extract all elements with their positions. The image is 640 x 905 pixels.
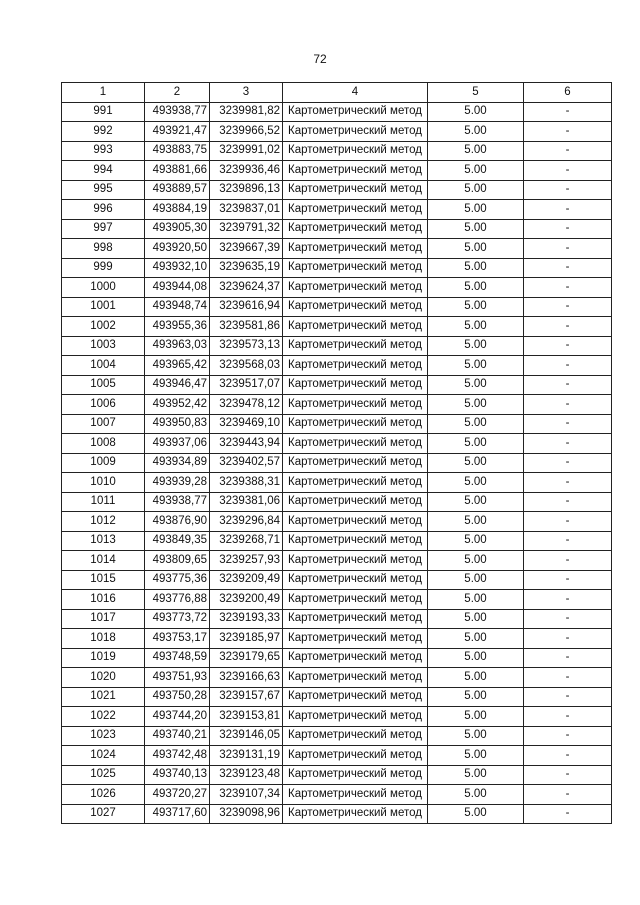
note-cell: - (524, 278, 612, 298)
y-coordinate-cell: 3239296,84 (210, 512, 283, 532)
method-cell: Картометрический метод (283, 726, 428, 746)
table-row (62, 180, 612, 200)
point-number-cell: 1008 (62, 434, 145, 454)
accuracy-cell: 5.00 (428, 102, 524, 122)
x-coordinate-cell: 493744,20 (145, 707, 210, 727)
note-cell: - (524, 590, 612, 610)
note-cell: - (524, 765, 612, 785)
note-cell: - (524, 102, 612, 122)
point-number-cell: 995 (62, 180, 145, 200)
table-row (62, 648, 612, 668)
point-number-cell: 1002 (62, 317, 145, 337)
accuracy-cell: 5.00 (428, 278, 524, 298)
y-coordinate-cell: 3239157,67 (210, 687, 283, 707)
y-coordinate-cell: 3239123,48 (210, 765, 283, 785)
point-number-cell: 1021 (62, 687, 145, 707)
note-cell: - (524, 219, 612, 239)
x-coordinate-cell: 493776,88 (145, 590, 210, 610)
note-cell: - (524, 317, 612, 337)
point-number-cell: 992 (62, 122, 145, 142)
table-row (62, 317, 612, 337)
x-coordinate-cell: 493740,13 (145, 765, 210, 785)
method-cell: Картометрический метод (283, 122, 428, 142)
y-coordinate-cell: 3239981,82 (210, 102, 283, 122)
x-coordinate-cell: 493883,75 (145, 141, 210, 161)
y-coordinate-cell: 3239443,94 (210, 434, 283, 454)
method-cell: Картометрический метод (283, 570, 428, 590)
note-cell: - (524, 726, 612, 746)
x-coordinate-cell: 493773,72 (145, 609, 210, 629)
y-coordinate-cell: 3239257,93 (210, 551, 283, 571)
method-cell: Картометрический метод (283, 434, 428, 454)
note-cell: - (524, 141, 612, 161)
note-cell: - (524, 297, 612, 317)
point-number-cell: 1017 (62, 609, 145, 629)
table-row (62, 102, 612, 122)
note-cell: - (524, 453, 612, 473)
accuracy-cell: 5.00 (428, 687, 524, 707)
x-coordinate-cell: 493934,89 (145, 453, 210, 473)
note-cell: - (524, 707, 612, 727)
accuracy-cell: 5.00 (428, 765, 524, 785)
x-coordinate-cell: 493948,74 (145, 297, 210, 317)
method-cell: Картометрический метод (283, 141, 428, 161)
x-coordinate-cell: 493717,60 (145, 804, 210, 824)
method-cell: Картометрический метод (283, 707, 428, 727)
method-cell: Картометрический метод (283, 785, 428, 805)
point-number-cell: 1009 (62, 453, 145, 473)
method-cell: Картометрический метод (283, 102, 428, 122)
point-number-cell: 994 (62, 161, 145, 181)
x-coordinate-cell: 493946,47 (145, 375, 210, 395)
accuracy-cell: 5.00 (428, 453, 524, 473)
accuracy-cell: 5.00 (428, 531, 524, 551)
method-cell: Картометрический метод (283, 629, 428, 649)
point-number-cell: 999 (62, 258, 145, 278)
x-coordinate-cell: 493740,21 (145, 726, 210, 746)
y-coordinate-cell: 3239179,65 (210, 648, 283, 668)
accuracy-cell: 5.00 (428, 785, 524, 805)
note-cell: - (524, 434, 612, 454)
table-row (62, 609, 612, 629)
method-cell: Картометрический метод (283, 414, 428, 434)
header-col-2: 2 (145, 83, 210, 103)
point-number-cell: 1006 (62, 395, 145, 415)
y-coordinate-cell: 3239381,06 (210, 492, 283, 512)
method-cell: Картометрический метод (283, 687, 428, 707)
note-cell: - (524, 531, 612, 551)
method-cell: Картометрический метод (283, 278, 428, 298)
x-coordinate-cell: 493720,27 (145, 785, 210, 805)
note-cell: - (524, 356, 612, 376)
point-number-cell: 1023 (62, 726, 145, 746)
point-number-cell: 1016 (62, 590, 145, 610)
method-cell: Картометрический метод (283, 765, 428, 785)
table-row (62, 512, 612, 532)
point-number-cell: 996 (62, 200, 145, 220)
x-coordinate-cell: 493884,19 (145, 200, 210, 220)
method-cell: Картометрический метод (283, 317, 428, 337)
y-coordinate-cell: 3239667,39 (210, 239, 283, 259)
point-number-cell: 1010 (62, 473, 145, 493)
x-coordinate-cell: 493921,47 (145, 122, 210, 142)
y-coordinate-cell: 3239107,34 (210, 785, 283, 805)
y-coordinate-cell: 3239153,81 (210, 707, 283, 727)
table-row (62, 200, 612, 220)
x-coordinate-cell: 493963,03 (145, 336, 210, 356)
y-coordinate-cell: 3239402,57 (210, 453, 283, 473)
table-row (62, 590, 612, 610)
note-cell: - (524, 258, 612, 278)
y-coordinate-cell: 3239131,19 (210, 746, 283, 766)
note-cell: - (524, 395, 612, 415)
y-coordinate-cell: 3239388,31 (210, 473, 283, 493)
y-coordinate-cell: 3239896,13 (210, 180, 283, 200)
table-row (62, 356, 612, 376)
y-coordinate-cell: 3239568,03 (210, 356, 283, 376)
x-coordinate-cell: 493905,30 (145, 219, 210, 239)
point-number-cell: 1015 (62, 570, 145, 590)
x-coordinate-cell: 493944,08 (145, 278, 210, 298)
accuracy-cell: 5.00 (428, 141, 524, 161)
method-cell: Картометрический метод (283, 356, 428, 376)
point-number-cell: 1005 (62, 375, 145, 395)
accuracy-cell: 5.00 (428, 804, 524, 824)
y-coordinate-cell: 3239209,49 (210, 570, 283, 590)
y-coordinate-cell: 3239469,10 (210, 414, 283, 434)
method-cell: Картометрический метод (283, 804, 428, 824)
table-row (62, 765, 612, 785)
y-coordinate-cell: 3239268,71 (210, 531, 283, 551)
note-cell: - (524, 180, 612, 200)
point-number-cell: 1020 (62, 668, 145, 688)
x-coordinate-cell: 493750,28 (145, 687, 210, 707)
table-row (62, 492, 612, 512)
method-cell: Картометрический метод (283, 590, 428, 610)
accuracy-cell: 5.00 (428, 219, 524, 239)
x-coordinate-cell: 493876,90 (145, 512, 210, 532)
accuracy-cell: 5.00 (428, 414, 524, 434)
method-cell: Картометрический метод (283, 648, 428, 668)
y-coordinate-cell: 3239193,33 (210, 609, 283, 629)
header-col-5: 5 (428, 83, 524, 103)
accuracy-cell: 5.00 (428, 180, 524, 200)
point-number-cell: 998 (62, 239, 145, 259)
table-row (62, 746, 612, 766)
header-col-1: 1 (62, 83, 145, 103)
x-coordinate-cell: 493950,83 (145, 414, 210, 434)
point-number-cell: 1018 (62, 629, 145, 649)
table-row (62, 687, 612, 707)
x-coordinate-cell: 493809,65 (145, 551, 210, 571)
method-cell: Картометрический метод (283, 453, 428, 473)
table-row (62, 551, 612, 571)
note-cell: - (524, 648, 612, 668)
y-coordinate-cell: 3239573,13 (210, 336, 283, 356)
y-coordinate-cell: 3239098,96 (210, 804, 283, 824)
x-coordinate-cell: 493742,48 (145, 746, 210, 766)
point-number-cell: 1004 (62, 356, 145, 376)
header-col-3: 3 (210, 83, 283, 103)
method-cell: Картометрический метод (283, 200, 428, 220)
note-cell: - (524, 668, 612, 688)
coordinates-table (61, 82, 612, 824)
point-number-cell: 1025 (62, 765, 145, 785)
point-number-cell: 1024 (62, 746, 145, 766)
method-cell: Картометрический метод (283, 551, 428, 571)
accuracy-cell: 5.00 (428, 356, 524, 376)
table-row (62, 336, 612, 356)
method-cell: Картометрический метод (283, 609, 428, 629)
page-number: 72 (313, 52, 327, 66)
point-number-cell: 997 (62, 219, 145, 239)
y-coordinate-cell: 3239936,46 (210, 161, 283, 181)
accuracy-cell: 5.00 (428, 395, 524, 415)
y-coordinate-cell: 3239791,32 (210, 219, 283, 239)
method-cell: Картометрический метод (283, 336, 428, 356)
method-cell: Картометрический метод (283, 258, 428, 278)
point-number-cell: 1000 (62, 278, 145, 298)
y-coordinate-cell: 3239624,37 (210, 278, 283, 298)
accuracy-cell: 5.00 (428, 336, 524, 356)
table-row (62, 141, 612, 161)
x-coordinate-cell: 493881,66 (145, 161, 210, 181)
accuracy-cell: 5.00 (428, 590, 524, 610)
x-coordinate-cell: 493955,36 (145, 317, 210, 337)
table-row (62, 453, 612, 473)
note-cell: - (524, 629, 612, 649)
note-cell: - (524, 239, 612, 259)
table-row (62, 629, 612, 649)
point-number-cell: 1026 (62, 785, 145, 805)
point-number-cell: 1007 (62, 414, 145, 434)
note-cell: - (524, 551, 612, 571)
method-cell: Картометрический метод (283, 375, 428, 395)
accuracy-cell: 5.00 (428, 297, 524, 317)
accuracy-cell: 5.00 (428, 375, 524, 395)
accuracy-cell: 5.00 (428, 707, 524, 727)
accuracy-cell: 5.00 (428, 122, 524, 142)
note-cell: - (524, 336, 612, 356)
x-coordinate-cell: 493920,50 (145, 239, 210, 259)
method-cell: Картометрический метод (283, 531, 428, 551)
x-coordinate-cell: 493748,59 (145, 648, 210, 668)
point-number-cell: 1022 (62, 707, 145, 727)
point-number-cell: 991 (62, 102, 145, 122)
table-row (62, 239, 612, 259)
note-cell: - (524, 473, 612, 493)
accuracy-cell: 5.00 (428, 434, 524, 454)
point-number-cell: 1003 (62, 336, 145, 356)
table-row (62, 161, 612, 181)
point-number-cell: 1013 (62, 531, 145, 551)
note-cell: - (524, 161, 612, 181)
note-cell: - (524, 122, 612, 142)
method-cell: Картометрический метод (283, 239, 428, 259)
method-cell: Картометрический метод (283, 492, 428, 512)
accuracy-cell: 5.00 (428, 551, 524, 571)
table-row (62, 804, 612, 824)
x-coordinate-cell: 493889,57 (145, 180, 210, 200)
note-cell: - (524, 492, 612, 512)
table-body (62, 102, 612, 824)
note-cell: - (524, 609, 612, 629)
x-coordinate-cell: 493937,06 (145, 434, 210, 454)
y-coordinate-cell: 3239635,19 (210, 258, 283, 278)
table-row (62, 570, 612, 590)
accuracy-cell: 5.00 (428, 317, 524, 337)
table-row (62, 395, 612, 415)
y-coordinate-cell: 3239146,05 (210, 726, 283, 746)
x-coordinate-cell: 493849,35 (145, 531, 210, 551)
header-col-4: 4 (283, 83, 428, 103)
point-number-cell: 1012 (62, 512, 145, 532)
x-coordinate-cell: 493753,17 (145, 629, 210, 649)
table-row (62, 726, 612, 746)
table-row (62, 785, 612, 805)
note-cell: - (524, 414, 612, 434)
note-cell: - (524, 375, 612, 395)
method-cell: Картометрический метод (283, 668, 428, 688)
table-row (62, 297, 612, 317)
point-number-cell: 993 (62, 141, 145, 161)
x-coordinate-cell: 493939,28 (145, 473, 210, 493)
y-coordinate-cell: 3239200,49 (210, 590, 283, 610)
y-coordinate-cell: 3239616,94 (210, 297, 283, 317)
table-row (62, 707, 612, 727)
table-row (62, 668, 612, 688)
accuracy-cell: 5.00 (428, 239, 524, 259)
table-row (62, 122, 612, 142)
note-cell: - (524, 512, 612, 532)
method-cell: Картометрический метод (283, 180, 428, 200)
x-coordinate-cell: 493775,36 (145, 570, 210, 590)
method-cell: Картометрический метод (283, 297, 428, 317)
point-number-cell: 1011 (62, 492, 145, 512)
note-cell: - (524, 804, 612, 824)
y-coordinate-cell: 3239517,07 (210, 375, 283, 395)
point-number-cell: 1001 (62, 297, 145, 317)
note-cell: - (524, 785, 612, 805)
header-col-6: 6 (524, 83, 612, 103)
x-coordinate-cell: 493938,77 (145, 102, 210, 122)
note-cell: - (524, 746, 612, 766)
point-number-cell: 1014 (62, 551, 145, 571)
accuracy-cell: 5.00 (428, 473, 524, 493)
x-coordinate-cell: 493938,77 (145, 492, 210, 512)
x-coordinate-cell: 493952,42 (145, 395, 210, 415)
accuracy-cell: 5.00 (428, 609, 524, 629)
table-row (62, 473, 612, 493)
method-cell: Картометрический метод (283, 746, 428, 766)
note-cell: - (524, 200, 612, 220)
y-coordinate-cell: 3239478,12 (210, 395, 283, 415)
x-coordinate-cell: 493751,93 (145, 668, 210, 688)
table-row (62, 531, 612, 551)
accuracy-cell: 5.00 (428, 570, 524, 590)
y-coordinate-cell: 3239166,63 (210, 668, 283, 688)
accuracy-cell: 5.00 (428, 161, 524, 181)
method-cell: Картометрический метод (283, 219, 428, 239)
table-row (62, 375, 612, 395)
table-row (62, 278, 612, 298)
accuracy-cell: 5.00 (428, 512, 524, 532)
accuracy-cell: 5.00 (428, 668, 524, 688)
point-number-cell: 1027 (62, 804, 145, 824)
y-coordinate-cell: 3239966,52 (210, 122, 283, 142)
x-coordinate-cell: 493932,10 (145, 258, 210, 278)
accuracy-cell: 5.00 (428, 746, 524, 766)
header-row (62, 83, 612, 103)
x-coordinate-cell: 493965,42 (145, 356, 210, 376)
method-cell: Картометрический метод (283, 512, 428, 532)
accuracy-cell: 5.00 (428, 258, 524, 278)
method-cell: Картометрический метод (283, 395, 428, 415)
table-row (62, 434, 612, 454)
accuracy-cell: 5.00 (428, 726, 524, 746)
accuracy-cell: 5.00 (428, 648, 524, 668)
accuracy-cell: 5.00 (428, 492, 524, 512)
accuracy-cell: 5.00 (428, 200, 524, 220)
accuracy-cell: 5.00 (428, 629, 524, 649)
y-coordinate-cell: 3239581,86 (210, 317, 283, 337)
note-cell: - (524, 687, 612, 707)
table-row (62, 219, 612, 239)
y-coordinate-cell: 3239991,02 (210, 141, 283, 161)
note-cell: - (524, 570, 612, 590)
y-coordinate-cell: 3239837,01 (210, 200, 283, 220)
method-cell: Картометрический метод (283, 473, 428, 493)
method-cell: Картометрический метод (283, 161, 428, 181)
table-row (62, 414, 612, 434)
table-row (62, 258, 612, 278)
y-coordinate-cell: 3239185,97 (210, 629, 283, 649)
point-number-cell: 1019 (62, 648, 145, 668)
